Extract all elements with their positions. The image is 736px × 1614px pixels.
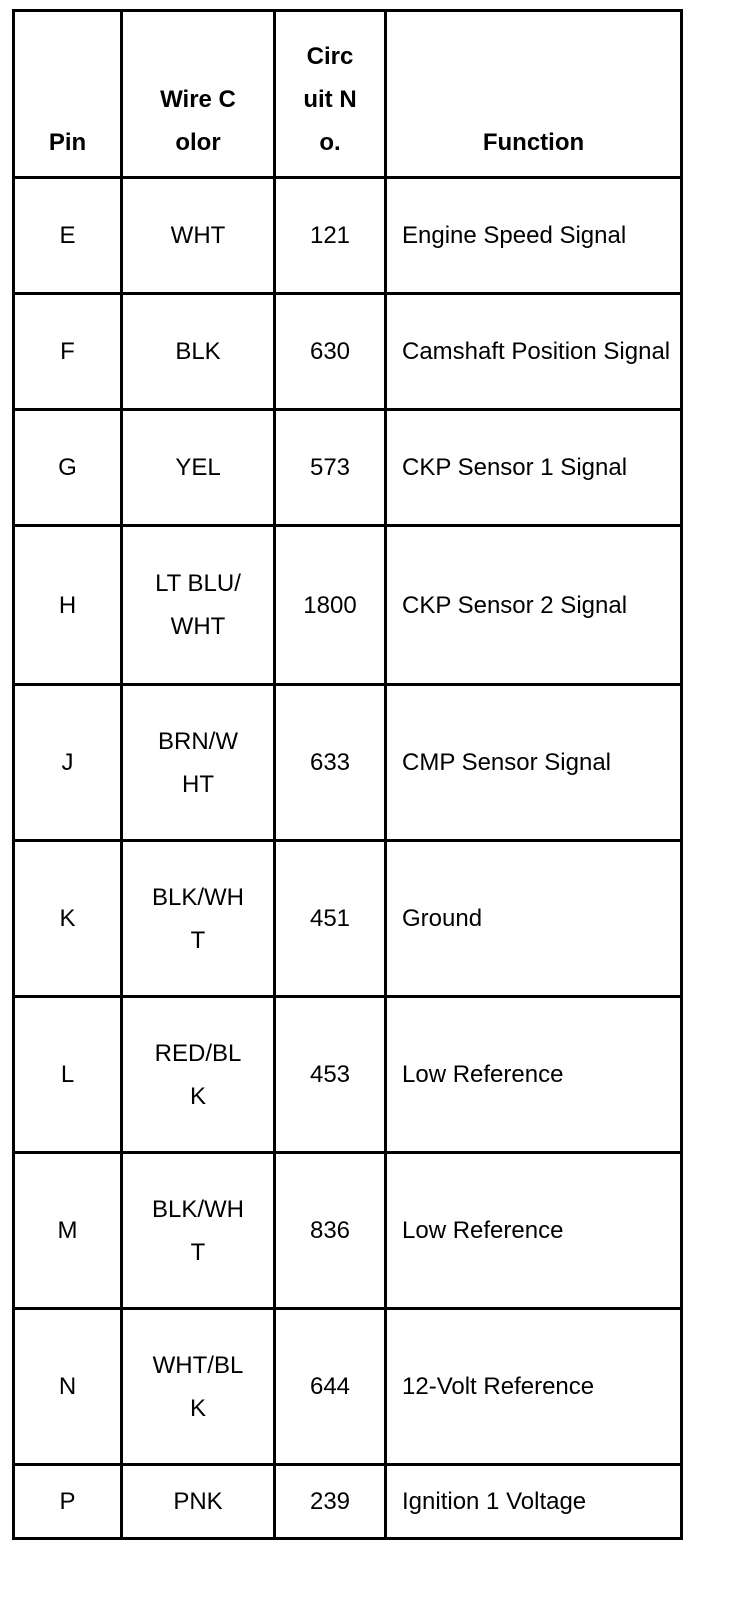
header-row — [14, 11, 682, 178]
circuit-no-cell: 836 — [275, 1153, 386, 1309]
circuit-no-cell: 633 — [275, 685, 386, 841]
function-cell: Camshaft Position Signal — [386, 294, 682, 410]
header-function-label: Function — [482, 129, 585, 156]
table-row — [14, 410, 682, 526]
wire-color-text: RED/BLK — [154, 1039, 242, 1110]
header-pin — [14, 11, 122, 178]
function-cell: Engine Speed Signal — [386, 178, 682, 294]
wire-color-cell — [122, 178, 275, 294]
function-cell: Ignition 1 Voltage — [386, 1465, 682, 1539]
circuit-no-cell: 644 — [275, 1309, 386, 1465]
table-row — [14, 1465, 682, 1539]
table-row — [14, 294, 682, 410]
table-row — [14, 1309, 682, 1465]
wire-color-text: PNK — [173, 1488, 223, 1515]
circuit-no-cell: 630 — [275, 294, 386, 410]
circuit-no-cell: 1800 — [275, 526, 386, 685]
pin-cell: L — [14, 997, 122, 1153]
function-cell: Low Reference — [386, 997, 682, 1153]
pin-table — [12, 9, 683, 1540]
wire-color-cell — [122, 294, 275, 410]
pin-cell: F — [14, 294, 122, 410]
wire-color-text: BLK — [175, 338, 221, 365]
header-circuit-no — [275, 11, 386, 178]
circuit-no-cell: 573 — [275, 410, 386, 526]
function-cell: Ground — [386, 841, 682, 997]
wire-color-cell — [122, 410, 275, 526]
header-wire-color — [122, 11, 275, 178]
wire-color-cell — [122, 1309, 275, 1465]
circuit-no-cell: 451 — [275, 841, 386, 997]
wire-color-text: YEL — [175, 454, 221, 481]
wire-color-cell — [122, 526, 275, 685]
wire-color-cell — [122, 997, 275, 1153]
wire-color-text: BRN/WHT — [158, 727, 238, 798]
wire-color-cell — [122, 685, 275, 841]
wire-color-cell — [122, 841, 275, 997]
function-cell: CKP Sensor 2 Signal — [386, 526, 682, 685]
table-row — [14, 526, 682, 685]
pin-cell: P — [14, 1465, 122, 1539]
circuit-no-cell: 121 — [275, 178, 386, 294]
function-cell: 12-Volt Reference — [386, 1309, 682, 1465]
pin-cell: E — [14, 178, 122, 294]
wire-color-text: BLK/WHT — [151, 1195, 244, 1266]
wire-color-text: WHT/BLK — [152, 1351, 244, 1422]
pin-cell: M — [14, 1153, 122, 1309]
table-row — [14, 685, 682, 841]
wire-color-cell — [122, 1465, 275, 1539]
function-cell: CKP Sensor 1 Signal — [386, 410, 682, 526]
function-cell: CMP Sensor Signal — [386, 685, 682, 841]
table-row — [14, 178, 682, 294]
wire-color-text: WHT — [170, 222, 226, 249]
header-pin-label: Pin — [48, 129, 87, 156]
pin-cell: H — [14, 526, 122, 685]
pin-cell: J — [14, 685, 122, 841]
circuit-no-cell: 239 — [275, 1465, 386, 1539]
function-cell: Low Reference — [386, 1153, 682, 1309]
wire-color-cell — [122, 1153, 275, 1309]
wire-color-text: LT BLU/WHT — [155, 570, 241, 640]
wire-color-text: BLK/WHT — [151, 883, 244, 954]
table-row — [14, 1153, 682, 1309]
pin-cell: G — [14, 410, 122, 526]
header-function — [386, 11, 682, 178]
circuit-no-cell: 453 — [275, 997, 386, 1153]
table-row — [14, 997, 682, 1153]
header-circuit-no-label: Circuit No. — [303, 43, 357, 156]
table-row — [14, 841, 682, 997]
pin-cell: N — [14, 1309, 122, 1465]
header-wire-color-label: Wire Color — [160, 86, 236, 156]
pin-cell: K — [14, 841, 122, 997]
